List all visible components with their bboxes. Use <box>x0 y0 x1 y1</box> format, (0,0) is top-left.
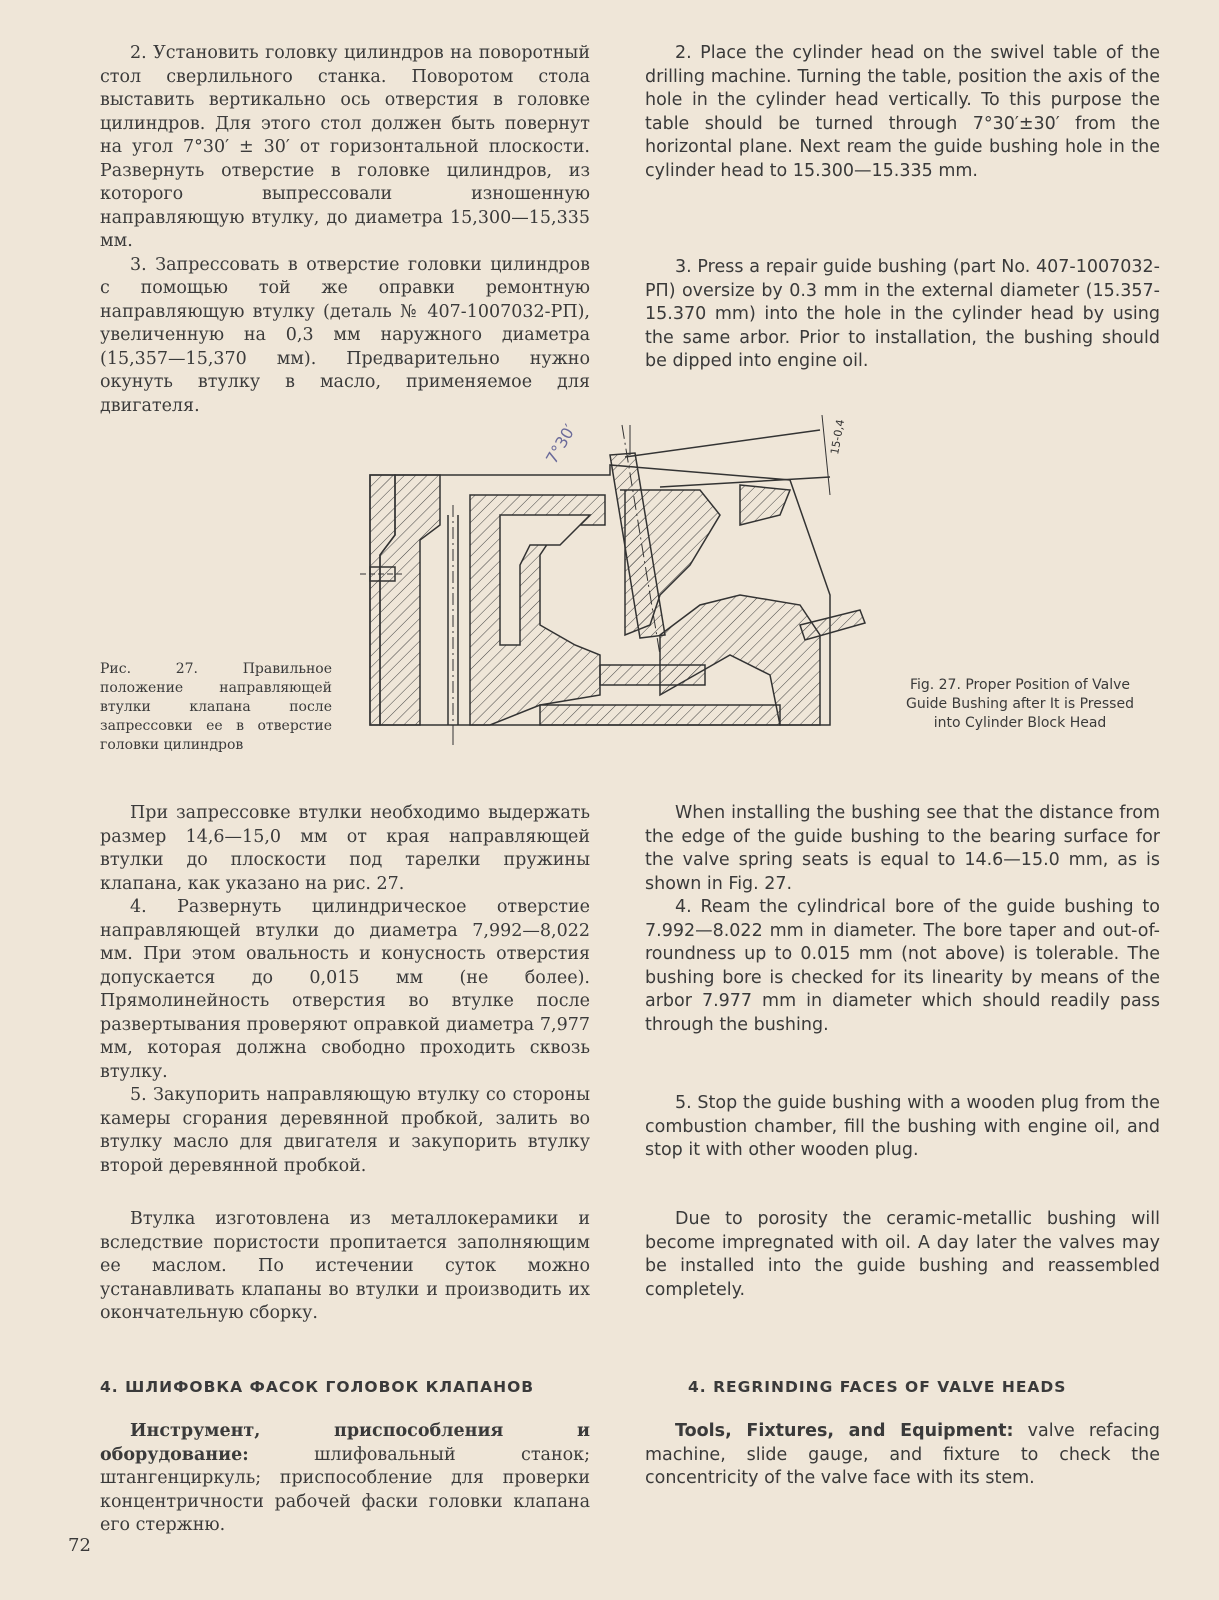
figure-caption-en: Fig. 27. Proper Position of Valve Guide Bushing after It is Pressed into Cylinder Block Head <box>906 677 1134 731</box>
ru-text-block-2 <box>100 802 590 1178</box>
dimension-label: 15-0,4 <box>828 418 848 456</box>
en-text-block-2 <box>645 802 1160 1037</box>
ru-paragraph: 4. Развернуть цилиндрическое отверстие направляющей втулки до диаметра 7,992—8,022 мм. При этом овальность и конусность отверстия допускается до 0,015 мм (не более). Прямолинейность отверстия во втулке после развертывания проверяют оправкой диаметра 7,977 мм, которая должна свободно проходить сквозь втулку. <box>100 897 590 1082</box>
section-heading-ru: 4. ШЛИФОВКА ФАСОК ГОЛОВОК КЛАПАНОВ <box>100 1378 535 1396</box>
handwritten-angle-note: 7°30′ <box>542 420 580 467</box>
ru-tools-paragraph <box>100 1420 590 1538</box>
page-number: 72 <box>68 1535 91 1556</box>
ru-paragraph: 5. Закупорить направляющую втулку со стороны камеры сгорания деревянной пробкой, залить во втулку масло для двигателя и закупорить втулку второй деревянной пробкой. <box>100 1085 590 1176</box>
ru-paragraph: 2. Установить головку цилиндров на поворотный стол сверлильного станка. Поворотом стола выставить вертикально ось отверстия в головке цилиндров. Для этого стол должен быть повернут на угол 7°30′ ± 30′ от горизонтальной плоскости. Развернуть отверстие в головке цилиндров, из которого выпрессовали изношенную направляющую втулку, до диаметра 15,300—15,335 мм. <box>100 43 590 251</box>
en-paragraph: 5. Stop the guide bushing with a wooden plug from the combustion chamber, fill the bushing with engine oil, and stop it with other wooden plug. <box>645 1093 1160 1160</box>
en-tools-text: valve refacing machine, slide gauge, and fixture to check the concentricity of the valve face with its stem. <box>645 1421 1161 1488</box>
cylinder-head-section-drawing <box>360 395 880 765</box>
en-paragraph: 3. Press a repair guide bushing (part No. 407-1007032-РП) oversize by 0.3 mm in the external diameter (15.357-15.370 mm) into the hole in the cylinder head by using the same arbor. Prior to installation, the bushing should be dipped into engine oil. <box>645 257 1160 371</box>
en-text-block-3 <box>645 1208 1160 1302</box>
ru-text-block-3 <box>100 1208 590 1326</box>
section-heading-en: 4. REGRINDING FACES OF VALVE HEADS <box>688 1378 1067 1396</box>
en-text-block-1b <box>645 256 1160 374</box>
ru-paragraph: При запрессовке втулки необходимо выдержать размер 14,6—15,0 мм от края направляющей втулки до плоскости под тарелки пружины клапана, как указано на рис. 27. <box>100 803 590 894</box>
figure-caption-ru: Рис. 27. Правильное положение направляющей втулки клапана после запрессовки ее в отверстие головки цилиндров <box>100 661 332 753</box>
en-text-block-1 <box>645 42 1160 183</box>
en-paragraph: 2. Place the cylinder head on the swivel table of the drilling machine. Turning the table, position the axis of the hole in the cylinder head vertically. To this purpose the table should be turned through 7°30′±30′ from the horizontal plane. Next ream the guide bushing hole in the cylinder head to 15.300—15.335 mm. <box>645 43 1160 181</box>
en-paragraph: 4. Ream the cylindrical bore of the guide bushing to 7.992—8.022 mm in diameter. The bore taper and out-of-roundness up to 0.015 mm (not above) is tolerable. The bushing bore is checked for its linearity by means of the arbor 7.977 mm in diameter which should readily pass through the bushing. <box>645 897 1160 1035</box>
ru-paragraph: 3. Запрессовать в отверстие головки цилиндров с помощью той же оправки ремонтную направляющую втулку (деталь № 407-1007032-РП), увеличенную на 0,3 мм наружного диаметра (15,357—15,370 мм). Предварительно нужно окунуть втулку в масло, применяемое для двигателя. <box>100 254 590 416</box>
ru-tools-text: шлифовальный станок; штангенциркуль; приспособление для проверки концентричности рабочей фаски головки клапана его стержню. <box>100 1444 590 1535</box>
en-tools-label: Tools, Fixtures, and Equipment: <box>675 1421 1014 1441</box>
ru-tools-label: Инструмент, приспособления и оборудование: <box>100 1421 590 1465</box>
en-tools-paragraph <box>645 1420 1160 1491</box>
ru-text-block-1 <box>100 42 590 418</box>
ru-paragraph: Втулка изготовлена из металлокерамики и вследствие пористости пропитается заполняющим ее маслом. По истечении суток можно устанавливать клапаны во втулки и производить их окончательную сборку. <box>100 1209 590 1323</box>
en-paragraph: Due to porosity the ceramic-metallic bushing will become impregnated with oil. A day later the valves may be installed into the guide bushing and reassembled completely. <box>645 1209 1160 1300</box>
en-text-block-2b <box>645 1092 1160 1163</box>
en-paragraph: When installing the bushing see that the distance from the edge of the guide bushing to the bearing surface for the valve spring seats is equal to 14.6—15.0 mm, as is shown in Fig. 27. <box>645 803 1160 894</box>
